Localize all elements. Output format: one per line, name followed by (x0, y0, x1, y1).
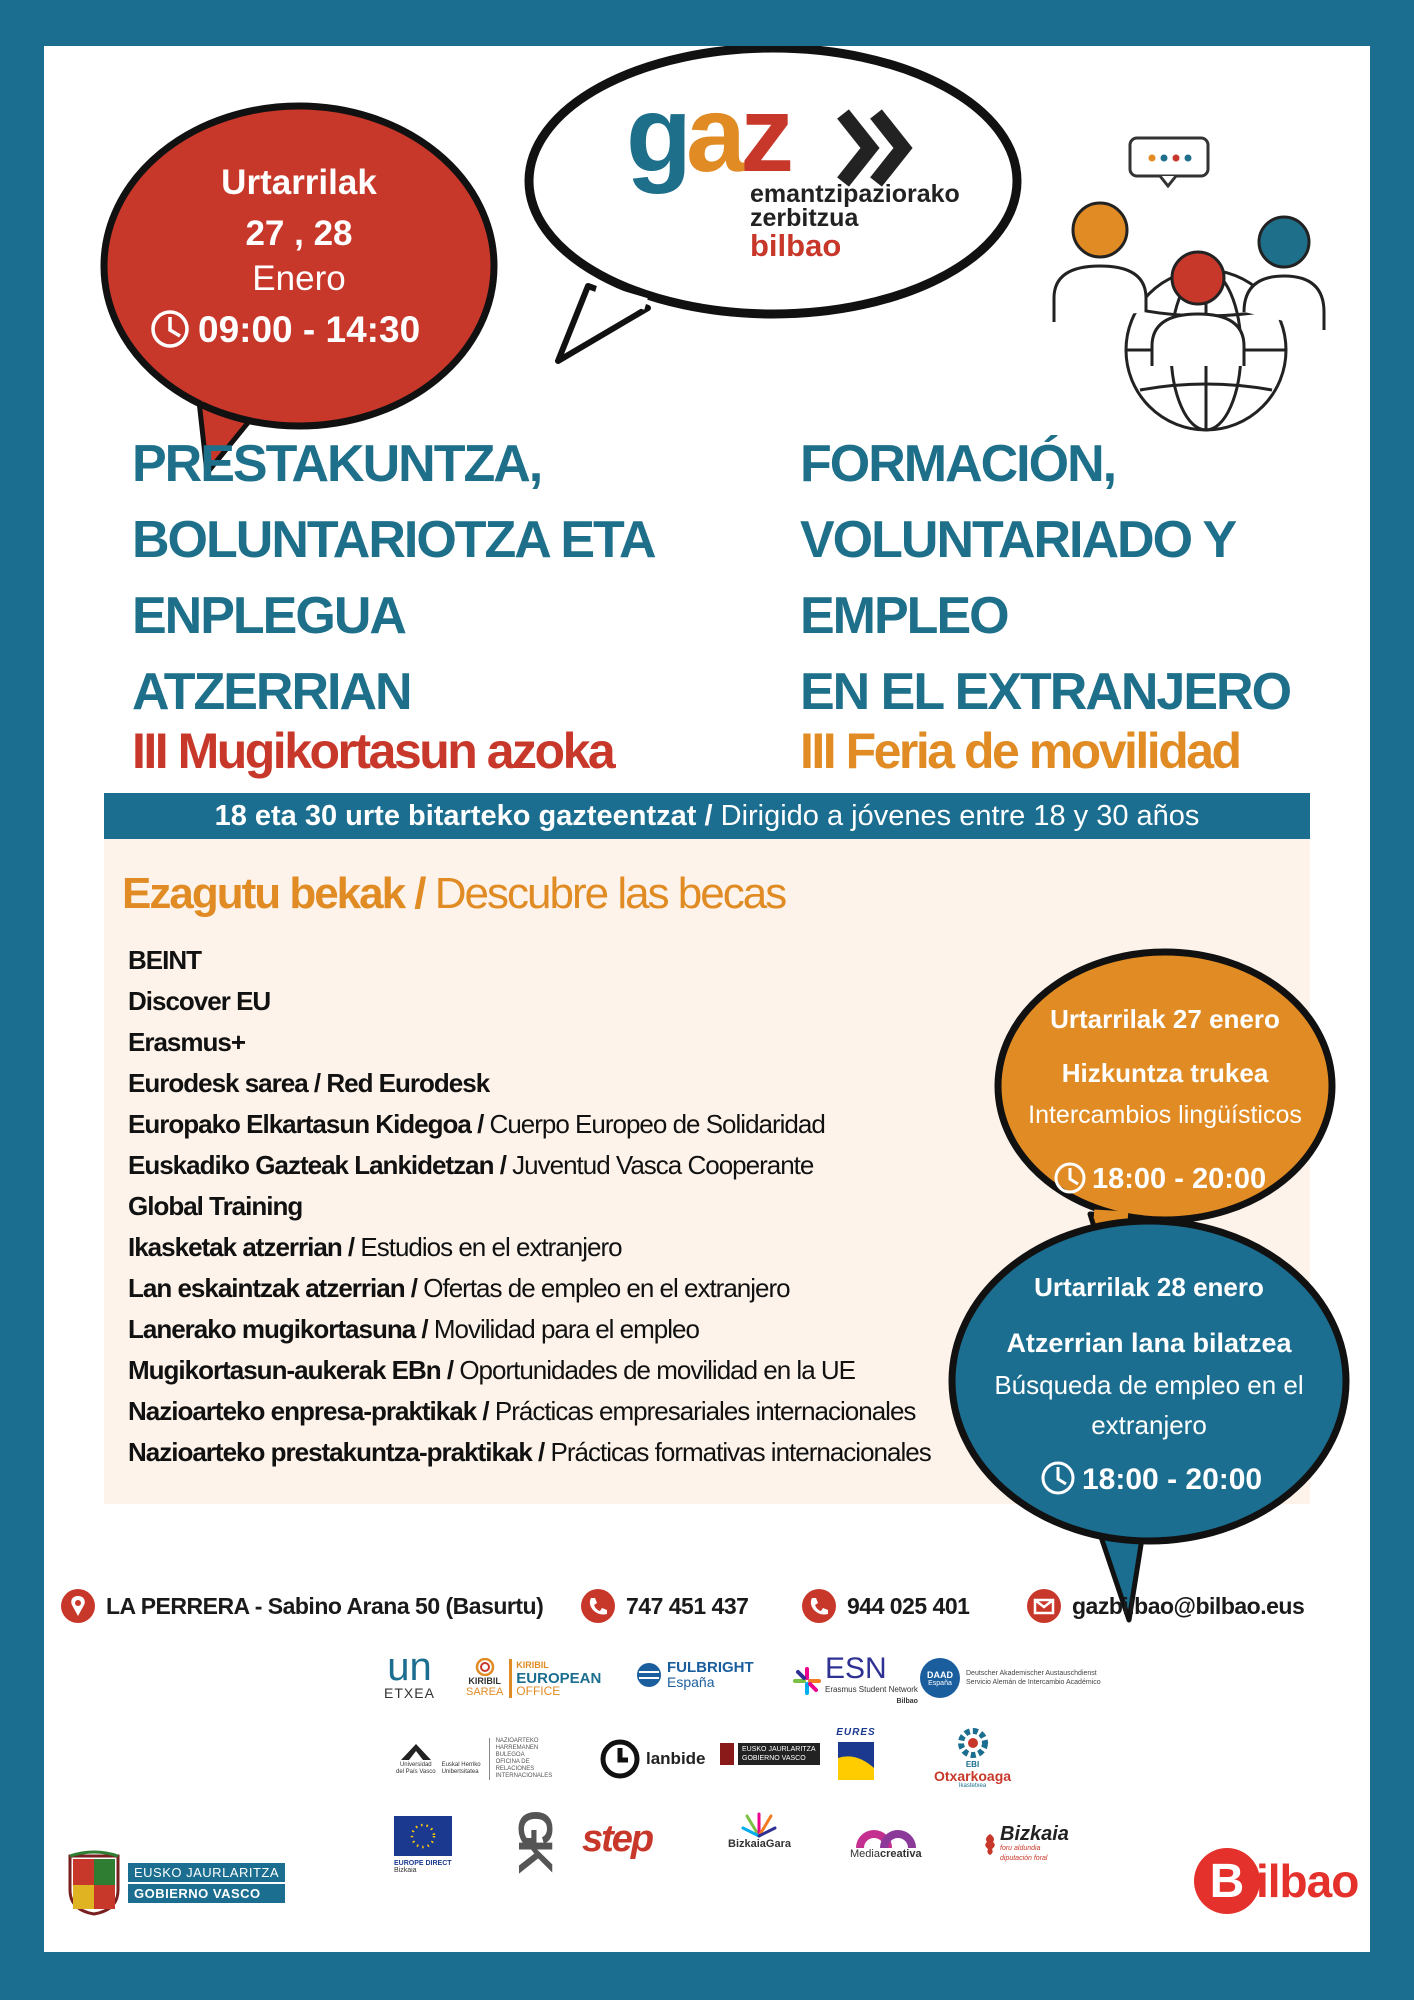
daad-country: España (928, 1679, 952, 1687)
list-item-basque: Discover EU (128, 986, 271, 1016)
event-subtitle: extranjero (1091, 1410, 1207, 1440)
list-item (128, 1391, 1028, 1432)
list-item (128, 1350, 1028, 1391)
becas-title (122, 869, 785, 919)
heading-basque-line: ATZERRIAN (132, 663, 411, 721)
eures-name: EURES (836, 1727, 876, 1738)
heading-spanish (800, 426, 1290, 730)
gaz-line3: bilbao (750, 228, 842, 263)
daad-line1: Deutscher Akademischer Austauschdienst (966, 1670, 1097, 1677)
kiribil-right1: KIRIBIL (516, 1659, 549, 1670)
list-item-spanish: Estudios en el extranjero (360, 1232, 622, 1262)
europe-direct-line2: Bizkaia (394, 1867, 417, 1874)
gaz-line2: zerbitzua (750, 204, 859, 232)
oak-leaf-icon (982, 1832, 998, 1856)
event-subtitle: Intercambios lingüísticos (1028, 1101, 1302, 1129)
bilbao-initial: B (1194, 1848, 1260, 1914)
subheading-spanish: III Feria de movilidad (800, 723, 1240, 779)
upv-ehu-logo (396, 1738, 552, 1780)
un-etxea-name: ETXEA (384, 1685, 435, 1701)
upv-right1: NAZIOARTEKO (495, 1738, 539, 1744)
fulbright-country: España (667, 1674, 715, 1690)
bubble-date-month: Enero (252, 259, 346, 298)
heading-basque (132, 426, 655, 730)
person-icon (1244, 217, 1324, 330)
upv-mid1: Euskal Herriko (441, 1762, 481, 1768)
age-banner-spanish: Dirigido a jóvenes entre 18 y 30 años (720, 800, 1200, 832)
step-logo (582, 1818, 652, 1861)
kiribil-spiral-icon (470, 1658, 500, 1676)
becas-title-spanish: Descubre las becas (434, 869, 786, 918)
otxarkoaga-top: EBI (965, 1760, 980, 1769)
mediacreativa-logo (850, 1826, 922, 1860)
list-item-basque: Europako Elkartasun Kidegoa / (128, 1109, 484, 1139)
heading-spanish-line: VOLUNTARIADO Y (800, 511, 1236, 569)
mediacreativa-arcs-icon (852, 1826, 920, 1848)
list-item-spanish: Cuerpo Europeo de Solidaridad (489, 1109, 825, 1139)
list-item-basque: Mugikortasun-aukerak EBn / (128, 1355, 454, 1385)
event-title: Atzerrian lana bilatzea (1006, 1328, 1292, 1358)
list-item (128, 1432, 1028, 1473)
kiribil-logo (466, 1658, 601, 1698)
upv-right6: INTERNACIONALES (495, 1773, 553, 1779)
email-icon (1026, 1588, 1062, 1624)
phone1-text[interactable]: 747 451 437 (626, 1592, 749, 1619)
list-item (128, 1268, 1028, 1309)
list-item (128, 981, 1028, 1022)
eu-flag-icon (394, 1816, 452, 1856)
age-banner-basque: 18 eta 30 urte bitarteko gazteentzat / (214, 800, 713, 832)
kiribil-right3: OFFICE (516, 1683, 561, 1698)
chat-bubble-icon (1130, 138, 1208, 186)
gobierno-vasco-line2: GOBIERNO VASCO (128, 1884, 285, 1903)
date-bubble (94, 101, 504, 481)
step-name: step (582, 1818, 653, 1860)
heading-spanish-line: FORMACIÓN, (800, 435, 1116, 493)
list-item-basque: Ikasketak atzerrian / (128, 1232, 355, 1262)
eures-flag-icon (834, 1738, 878, 1784)
event-date: Urtarrilak 28 enero (1034, 1272, 1264, 1302)
phone2-text[interactable]: 944 025 401 (847, 1592, 970, 1619)
contact-phone1 (580, 1586, 748, 1626)
bizkaiagara-logo (728, 1812, 791, 1850)
esn-name: ESN (825, 1652, 887, 1685)
list-item-spanish: Oportunidades de movilidad en la UE (459, 1355, 856, 1385)
coat-of-arms-icon (64, 1850, 124, 1916)
daad-logo (920, 1658, 1101, 1698)
event-time: 18:00 - 20:00 (1082, 1463, 1263, 1496)
kiribil-left2: SAREA (466, 1686, 504, 1698)
fulbright-globe-icon (636, 1662, 662, 1688)
bubble-date-label: Urtarrilak (221, 163, 377, 202)
esn-star-icon (792, 1666, 822, 1696)
fulbright-logo (636, 1660, 754, 1690)
people-globe-illustration (1048, 130, 1338, 440)
otxarkoaga-logo (934, 1726, 1011, 1789)
gk-logo (504, 1810, 564, 1866)
list-item-basque: Erasmus+ (128, 1027, 246, 1057)
bizkaiagara-burst-icon (741, 1812, 777, 1838)
event-date: Urtarrilak 27 enero (1050, 1004, 1280, 1034)
contact-phone2 (801, 1586, 969, 1626)
list-item (128, 1186, 1028, 1227)
fulbright-name: FULBRIGHT (667, 1659, 754, 1676)
lanbide-logo (600, 1739, 706, 1779)
heading-spanish-line: EMPLEO (800, 587, 1008, 645)
list-item-basque: Lan eskaintzak atzerrian / (128, 1273, 418, 1303)
eusko-small-sub: GOBIERNO VASCO (742, 1755, 806, 1762)
upv-left2: del País Vasco (396, 1769, 436, 1775)
event-time: 18:00 - 20:00 (1092, 1163, 1267, 1195)
svg-text:gaz: gaz (626, 73, 789, 194)
age-banner (104, 793, 1310, 839)
event-title: Hizkuntza trukea (1061, 1058, 1269, 1088)
gobierno-vasco-logo (64, 1850, 285, 1916)
upv-mid2: Unibertsitatea (441, 1769, 479, 1775)
bizkaia-name: Bizkaia (1000, 1823, 1069, 1845)
europe-direct-line1: EUROPE DIRECT (394, 1860, 452, 1867)
list-item (128, 1063, 1028, 1104)
mediacreativa-name2: creativa (879, 1848, 922, 1860)
subheading-basque: III Mugikortasun azoka (132, 723, 614, 779)
upv-right5: RELACIONES (495, 1766, 535, 1772)
un-etxea-mark: un (387, 1645, 432, 1689)
list-item-basque: Lanerako mugikortasuna / (128, 1314, 428, 1344)
mediacreativa-name1: Media (850, 1848, 880, 1860)
list-item-spanish: Prácticas formativas internacionales (550, 1437, 931, 1467)
list-item (128, 940, 1028, 981)
poster (44, 46, 1370, 1952)
heading-basque-line: BOLUNTARIOTZA ETA (132, 511, 655, 569)
upv-right4: OFICINA DE (495, 1759, 530, 1765)
list-item (128, 1309, 1028, 1350)
list-item-spanish: Ofertas de empleo en el extranjero (423, 1273, 790, 1303)
list-item-basque: Eurodesk sarea / Red Eurodesk (128, 1068, 490, 1098)
bubble-time: 09:00 - 14:30 (198, 309, 421, 350)
list-item-basque: Nazioarteko enpresa-praktikak / (128, 1396, 489, 1426)
list-item-basque: BEINT (128, 945, 201, 975)
bizkaia-sub1: foru aldundia (1000, 1845, 1041, 1852)
esn-logo (792, 1654, 918, 1708)
becas-title-basque: Ezagutu bekak / (122, 869, 425, 918)
gaz-logo-bubble (518, 46, 1038, 366)
kiribil-left: KIRIBIL (468, 1676, 501, 1686)
event-subtitle: Búsqueda de empleo en el (994, 1370, 1304, 1400)
list-item-basque: Global Training (128, 1191, 303, 1221)
daad-mark: DAAD (927, 1669, 953, 1680)
upv-right2: HARREMANEN (495, 1745, 539, 1751)
eusko-small-name: EUSKO JAURLARITZA (742, 1746, 816, 1753)
gaz-line1: emantzipaziorako (750, 180, 960, 208)
upv-tree-icon (399, 1742, 433, 1762)
bubble-date-days: 27 , 28 (245, 214, 353, 253)
list-item-spanish: Movilidad para el empleo (433, 1314, 699, 1344)
phone-icon (801, 1588, 837, 1624)
eures-logo (834, 1727, 878, 1784)
list-item (128, 1145, 1028, 1186)
eusko-jaurlaritza-small-logo (720, 1743, 820, 1765)
list-item-spanish: Prácticas empresariales internacionales (494, 1396, 916, 1426)
list-item-spanish: Juventud Vasca Cooperante (512, 1150, 814, 1180)
location-pin-icon (60, 1588, 96, 1624)
lanbide-name: lanbide (646, 1749, 706, 1768)
contact-email (1026, 1586, 1304, 1626)
bizkaia-sub2: diputación foral (1000, 1855, 1048, 1862)
heading-basque-line: ENPLEGUA (132, 587, 405, 645)
gear-icon (953, 1726, 993, 1760)
europe-direct-logo (394, 1816, 452, 1874)
upv-right3: BULEGOA (495, 1752, 525, 1758)
otxarkoaga-name: Otxarkoaga (934, 1768, 1012, 1784)
daad-line2: Servicio Alemán de Intercambio Académico (966, 1679, 1101, 1686)
becas-list (128, 940, 1028, 1473)
bizkaia-logo (982, 1824, 1069, 1864)
esn-city: Bilbao (896, 1698, 918, 1705)
heading-spanish-line: EN EL EXTRANJERO (800, 663, 1291, 721)
person-icon (1054, 203, 1146, 322)
otxarkoaga-sub: Ikastetxea (958, 1783, 987, 1789)
gk-mark: GK (508, 1810, 561, 1866)
bizkaiagara-name: BizkaiaGara (728, 1838, 791, 1850)
bilbao-logo (1194, 1848, 1358, 1914)
list-item-basque: Nazioarteko prestakuntza-praktikak / (128, 1437, 545, 1467)
un-etxea-logo (384, 1645, 435, 1701)
event-bubble-job-search (944, 1216, 1354, 1636)
list-item (128, 1104, 1028, 1145)
kiribil-right2: EUROPEAN (516, 1669, 602, 1687)
list-item-basque: Euskadiko Gazteak Lankidetzan / (128, 1150, 506, 1180)
address-text: LA PERRERA - Sabino Arana 50 (Basurtu) (106, 1592, 544, 1619)
heading-basque-line: PRESTAKUNTZA, (132, 435, 542, 493)
list-item (128, 1022, 1028, 1063)
upv-left1: Universidad (399, 1762, 432, 1768)
lanbide-clock-icon (600, 1739, 640, 1779)
phone-icon (580, 1588, 616, 1624)
email-text[interactable]: gazbilbao@bilbao.eus (1072, 1592, 1305, 1619)
esn-sub: Erasmus Student Network (825, 1685, 918, 1694)
contact-address (60, 1586, 543, 1626)
bilbao-rest: ilbao (1256, 1855, 1359, 1907)
gobierno-vasco-line1: EUSKO JAURLARITZA (128, 1863, 285, 1882)
list-item (128, 1227, 1028, 1268)
